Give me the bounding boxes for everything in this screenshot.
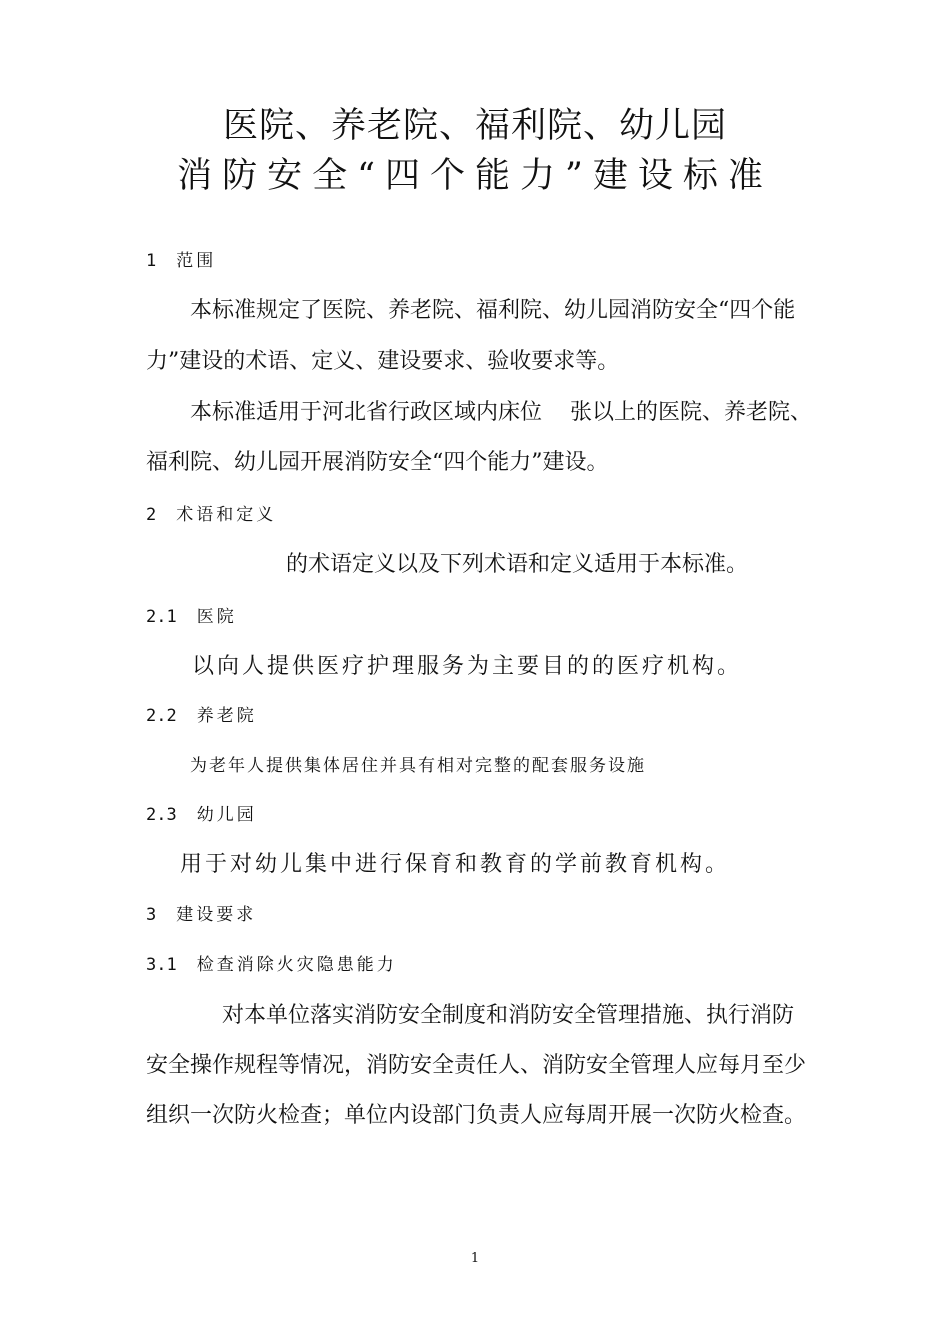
- section-1-heading: [146, 249, 216, 273]
- section-number: 2.2: [146, 706, 177, 726]
- section-number: 1: [146, 251, 157, 271]
- section-label: 范围: [176, 251, 217, 271]
- section-1-paragraph-1-line-1: 本标准规定了医院、养老院、福利院、幼儿园消防安全“四个能: [190, 298, 796, 323]
- text-fragment: 张以上的医院、养老院、: [570, 400, 813, 425]
- section-2-1-heading: [146, 605, 237, 629]
- section-label: 医院: [196, 607, 237, 627]
- section-1-paragraph-2-line-1: [190, 398, 812, 428]
- section-2-2-heading: [146, 704, 257, 728]
- section-number: 2: [146, 505, 157, 525]
- text-fragment: 本标准适用于河北省行政区域内床位: [190, 400, 543, 425]
- section-3-1-line-3: 组织一次防火检查；单位内设部门负责人应每周开展一次防火检查。: [146, 1103, 807, 1128]
- section-1-paragraph-1-line-2: 力”建设的术语、定义、建设要求、验收要求等。: [146, 349, 620, 374]
- section-label: 养老院: [196, 706, 257, 726]
- section-number: 2.3: [146, 805, 177, 825]
- section-3-1-line-2: 安全操作规程等情况，消防安全责任人、消防安全管理人应每月至少: [146, 1053, 807, 1078]
- section-2-3-heading: [146, 803, 257, 827]
- section-2-2-text: 为老年人提供集体居住并具有相对完整的配套服务设施: [190, 756, 646, 776]
- section-2-1-text: 以向人提供医疗护理服务为主要目的的医疗机构。: [192, 654, 743, 679]
- document-title-line-2: 消防安全“四个能力”建设标准: [177, 156, 773, 196]
- section-label: 检查消除火灾隐患能力: [196, 955, 397, 975]
- section-label: 术语和定义: [176, 505, 277, 525]
- section-label: 幼儿园: [196, 805, 257, 825]
- section-label: 建设要求: [176, 905, 257, 925]
- section-2-3-text: 用于对幼儿集中进行保育和教育的学前教育机构。: [180, 852, 731, 877]
- document-title-line-1: 医院、养老院、福利院、幼儿园: [222, 106, 727, 146]
- section-3-1-line-1: 对本单位落实消防安全制度和消防安全管理措施、执行消防: [222, 1003, 795, 1028]
- section-2-intro: 的术语定义以及下列术语和定义适用于本标准。: [286, 552, 749, 577]
- section-1-paragraph-2-line-2: 福利院、幼儿园开展消防安全“四个能力”建设。: [146, 450, 609, 475]
- section-3-heading: [146, 903, 256, 927]
- page-number: 1: [470, 1251, 480, 1266]
- section-3-1-heading: [146, 953, 397, 977]
- section-2-heading: [146, 503, 276, 527]
- section-number: 3: [146, 905, 157, 925]
- section-number: 3.1: [146, 955, 177, 975]
- section-number: 2.1: [146, 607, 177, 627]
